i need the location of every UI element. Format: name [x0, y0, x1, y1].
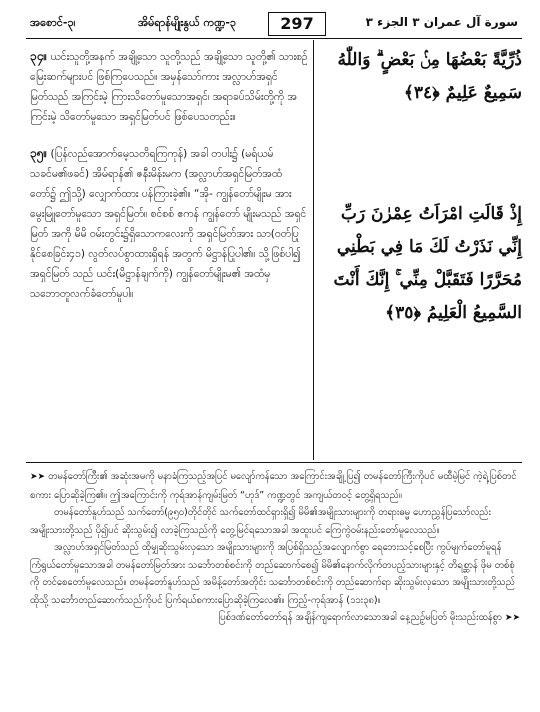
- arabic-column: [322, 44, 522, 418]
- page-header: [26, 12, 522, 36]
- footnote-text: ပြစ်ဒဏ်တော်တော်ရန် အချိန်ကျရောက်လာသောအခါ နေ့ညဉ့်မပြတ် မိုးသည်းထန်စွာ: [218, 612, 505, 623]
- double-arrow-icon: ➤➤: [504, 613, 520, 623]
- verse-number: ၃၄။: [30, 49, 48, 63]
- arabic-header: سورة آل عمران ٣ الجزء ٣: [365, 15, 518, 29]
- surah-title: အိမ်ရာန်မျိုးနွယ် ကဏ္ဍ-၃: [138, 16, 237, 29]
- footnote-text: အလ္လာဟ်အရှင်မြတ်သည် ထိုမျှဆိုးသွမ်းလှသော အမျိုးသားများကို အပြစ်ရှိသည့်အလျောက်စွာ ရေဘေးသင့်စေပြီး ကွပ်မျက်တော်မူရန် ကြံရွယ်တော်မူသောအခါ တမန်တော်မြတ်အား သင်္ဘောတစ်စင်းကို တည်ဆောက်စေ၍ မိမိ၏နောက်လိုက်တပည့်သားများနှင့် တိရစ္ဆာန် ဖိုမ တစ်စုံကို တင်စေတော်မူလေသည်။ တမန်တော်နူဟ်သည် အမိန့်တော်အတိုင်း သင်္ဘောတစ်စင်းကို တည်ဆောက်ရာ ဆိုးသွမ်းလှသော အမျိုးသားတို့သည် ထိုသို့ သင်္ဘောတည်ဆောက်သည်ကိုပင် ပြက်ရယ်စကားပြောဆိုခဲ့ကြလေ၏။ ကြည့်-ကုရ်အာန် (၁၁း၃၈)။: [30, 542, 515, 606]
- verse-34-translation: [30, 46, 308, 127]
- footnote-text: တမန်တော်နူဟ်သည် သက်တော်(၉၅၀)တိုင်တိုင် သက်တော်ထင်ရှားရှိ၍ မိမိ၏အမျိုးသားများကို တရားဓမ္မ ဟောညွှန်ပြသော်လည်း အမျိုးသားတို့သည် ပို၍ပင် ဆိုးသွမ်း၍ လာခဲ့ကြသည်ကို တွေ့မြင်ရသောအခါ အထူးပင် ကြေကွဲဝမ်းနည်းတော်မူလေသည်။: [30, 507, 491, 536]
- verse-text: (ပြန်လည်အောက်မေ့သတိရကြကုန်) အခါ တပါး၌ (မရ်ယမ်သခင်မ၏ဖခင်) အိမ်ရာန်၏ ဇနီးမိန်းမက (အလ္လာဟ်အရှင်မြတ်အထံတော်၌ ဤသို့) လျှောက်ထား ပန်ကြားခဲ့၏။ “အို- ကျွန်တော်မျိုးမ အား မွေးမြူတော်မူသော အရှင်မြတ်။ စင်စစ် ဧကန် ကျွန်တော် မျိုးမသည် အရှင်မြတ် အကို မိမိ ဝမ်းတွင်း၌ရှိသောကလေးကို အရှင်မြတ်အား သာ(ဝတ်ပြုနိုင်စေခြင်း၄၁) လွတ်လပ်စွာထားရှိရန် အတွက် မိဋ္ဌာန်ပြုပါ၏။ သို့ဖြစ်ပါ၍ အရှင်မြတ် သည် ယင်း(မိဋ္ဌာန်ချက်ကို) ကျွန်တော်မျိုးမ၏ အထံမှ သဘောတူလက်ခံတော်မူပါ။: [30, 148, 307, 300]
- arabic-verse-34: ذُرِّيَّةً بَعْضُهَا مِنۢ بَعْضٍ ۗ وَاللّٰهُ سَمِيعٌ عَلِيمٌ ﴿٣٤﴾: [337, 50, 522, 103]
- book-page: [26, 12, 522, 700]
- footnote-paragraph: [30, 609, 520, 628]
- footnote-paragraph: [30, 504, 520, 539]
- footnote-paragraph: [30, 468, 520, 504]
- header-divider: [26, 38, 522, 39]
- verse-number: ၃၅။: [30, 146, 48, 160]
- footnote-text: တမန်တော်ကြီး၏ အဆုံးအမကို မနာခံကြသည့်အပြင် မလျော်ကန်သော အကြောင်းအချို့ပြ၍ တမန်တော်ကြီးကိုပင် မထီမဲ့မြင် ကဲ့ရဲ့ပြစ်တင်စကား ပြောဆိုခဲ့ကြ၏။ ဤအကြောင်းကို ကုရ်အာန်ကျမ်းမြတ် “ဟုဒ်” ကဏ္ဍတွင် အကျယ်တဝင့် တွေ့ရှိရသည်။: [30, 471, 517, 501]
- footnote-paragraph: [30, 539, 520, 609]
- page-number: 297: [268, 12, 326, 36]
- arabic-verse-35: إِذْ قَالَتِ امْرَاَتُ عِمْرٰنَ رَبِّ إِنِّي نَذَرْتُ لَكَ مَا فِي بَطْنِي مُحَرَّرًا فَتَقَبَّلْ مِنِّي ۚ إِنَّكَ أَنْتَ السَّمِيعُ الْعَلِيمُ ﴿٣٥﴾: [333, 204, 522, 323]
- verse-35-translation: [30, 143, 308, 304]
- footnotes: [30, 468, 520, 628]
- double-arrow-icon: ➤➤: [30, 472, 46, 482]
- section-label: အစောင်-၃၊: [30, 16, 76, 29]
- verse-text: ယင်းသူတို့အနက် အချို့သော သူတို့သည် အချို့သော သူတို့၏ သားစဉ် မြေးဆက်များပင် ဖြစ်ကြပေသည်။ အမှန်သော်ကား အလ္လာဟ်အရှင် မြတ်သည် အကြင်းမဲ့ ကြားသိတော်မူသောအရှင်၊ အရာခပ်သိမ်းတို့ကို အကြင်းမဲ့ သိတော်မူသော အရှင်မြတ်ပင် ဖြစ်ပေသတည်း။: [30, 51, 308, 123]
- footnote-divider: [26, 462, 522, 463]
- translation-column: [30, 46, 308, 320]
- column-divider: [313, 40, 314, 460]
